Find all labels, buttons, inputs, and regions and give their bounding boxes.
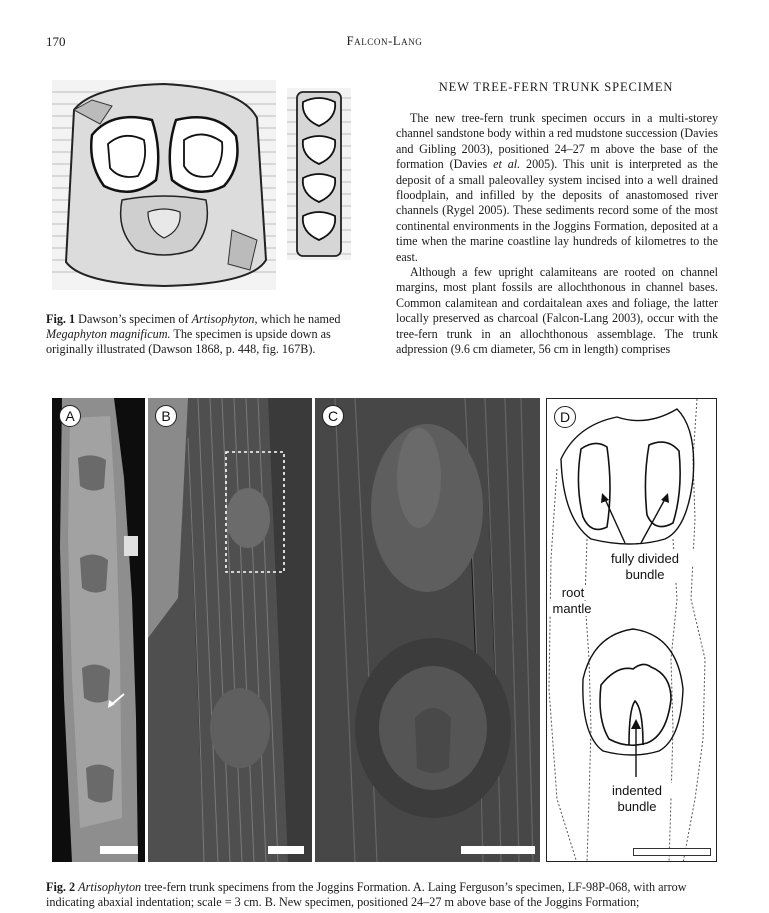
panel-label-a: A [59, 405, 81, 427]
label-fully-divided: fully divided [595, 551, 695, 566]
section-heading: NEW TREE-FERN TRUNK SPECIMEN [438, 80, 674, 94]
label-mantle: mantle [549, 601, 595, 616]
figure2-caption [46, 880, 726, 910]
scale-bar [100, 846, 138, 854]
panel-label-b: B [155, 405, 177, 427]
label-root: root [553, 585, 593, 600]
paragraph-1 [396, 111, 718, 265]
scale-bar [633, 848, 711, 856]
page-number: 170 [46, 34, 66, 49]
panel-label-d: D [554, 406, 576, 428]
figure1-caption [46, 312, 366, 358]
panel-label-c: C [322, 405, 344, 427]
figure1-engraving-column [287, 88, 351, 260]
figure2-caption-genus: Artisophyton [78, 880, 142, 894]
paragraph-text: The new tree-fern trunk specimen occurs in a multi-storey channel sandstone body within a red mudstone succession (Davies and Gibling 2003), positioned 24–27 m above the base of the formation (Davies [396, 111, 718, 172]
figure2-panel-a [52, 398, 145, 862]
label-bundle-1: bundle [605, 567, 685, 582]
figure1-caption-species: Megaphyton magnificum. [46, 327, 171, 342]
figure2-panel-b [148, 398, 312, 862]
scale-bar [461, 846, 535, 854]
label-bundle-2: bundle [605, 799, 669, 814]
figure2-caption-text: tree-fern trunk specimens from the Joggins Formation. A. Laing Ferguson’s specimen, LF-98P-068, with arrow indicating abaxial indentation; scale = 3 cm. B. New specimen, positioned 24–27 m above base of the Joggins Formation; [46, 880, 687, 910]
body-text [396, 111, 718, 358]
figure2-panel-c [315, 398, 540, 862]
figure1-caption-label: Fig. 1 [46, 312, 76, 326]
scale-bar [268, 846, 304, 854]
paragraph-2: Although a few upright calamiteans are rooted on channel margins, most plant fossils are allochthonous in channel bases. Common calamitean and cordaitalean axes and foliage, the latter locally preserved as charcoal (Falcon-Lang 2003), occur with the tree-fern trunk in an allochthonous assemblage. The trunk adpression (9.6 cm diameter, 56 cm in length) comprises [396, 265, 718, 357]
paragraph-text: 2005). This unit is interpreted as the deposit of a small paleovalley system incised into a well drained floodplain, and infilled by the deposits of anastomosed river channels (Rygel 2005). These sediments record some of the most continental environments in the Joggins Formation, deposited at a time when the marine coastline lay hundreds of kilometres to the east. [396, 157, 718, 264]
figure1-caption-text: Dawson’s specimen of [78, 312, 192, 326]
figure1-caption-text: The specimen is upside down as originally illustrated (Dawson 1868, p. 448, fig. 167B). [46, 327, 331, 357]
figure2-caption-label: Fig. 2 [46, 880, 76, 894]
figure1-caption-text: , which he named [254, 312, 341, 326]
figure1-engraving-main [52, 80, 276, 290]
paragraph-italic: et al. [493, 157, 521, 172]
label-indented: indented [601, 783, 673, 798]
figure2-panel-d [546, 398, 717, 862]
figure1-caption-genus: Artisophyton [191, 312, 255, 326]
running-head: Falcon-Lang [346, 34, 423, 48]
